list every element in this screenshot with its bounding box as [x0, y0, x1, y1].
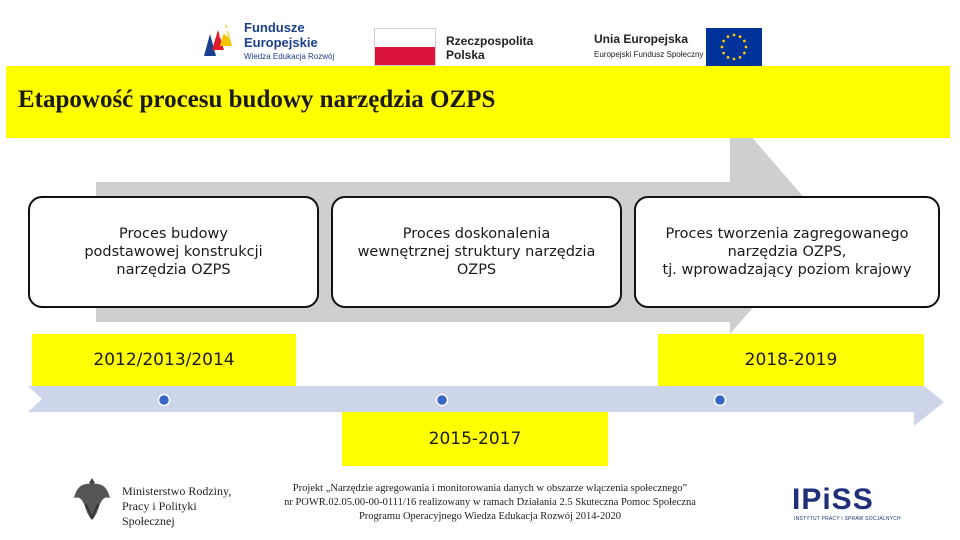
rp-line2: Polska [446, 48, 485, 62]
ue-sub: Europejski Fundusz Społeczny [594, 50, 704, 59]
eu-star [743, 52, 746, 55]
process-box-3: Proces tworzenia zagregowanego narzędzia OZPS, tj. wprowadzający poziom krajowy [634, 196, 940, 308]
eu-star [733, 34, 736, 37]
eu-star [745, 46, 748, 49]
page-title: Etapowość procesu budowy narzędzia OZPS [18, 86, 496, 113]
eu-star [743, 40, 746, 43]
eu-star [739, 35, 742, 38]
rp-line1: Rzeczpospolita [446, 34, 534, 48]
fe-star-icon [200, 20, 234, 60]
ue-title: Unia Europejska [594, 32, 689, 46]
eu-star [722, 52, 725, 55]
unia-europejska-logo [594, 28, 764, 68]
project-info: Projekt „Narzędzie agregowania i monitorowania danych w obszarze włączenia społecznego” nr POWR.02.05.00-00-0111/16 realizowany w ramach Działania 2.5 Skuteczna Pomoc Społeczna Programu Operacyjnego Wiedza Edukacja Rozwój 2014-2020 [284, 483, 696, 522]
timeline-dot-3 [715, 395, 726, 406]
timeline-dot-2 [437, 395, 448, 406]
eu-star [727, 35, 730, 38]
ipiss-sub: INSTYTUT PRACY I SPRAW SOCJALNYCH [794, 516, 901, 522]
poland-flag-icon [374, 28, 436, 66]
year-label-2: 2015-2017 [342, 412, 608, 466]
ipiss-logo [792, 483, 901, 526]
rzeczpospolita-logo [374, 28, 554, 68]
ministry-logo [72, 474, 242, 526]
eu-star [721, 46, 724, 49]
timeline-dot-1 [159, 395, 170, 406]
ministry-name: Ministerstwo Rodziny, Pracy i Polityki Społecznej [122, 484, 232, 528]
eu-flag-icon [706, 28, 762, 66]
eagle-icon [72, 474, 112, 524]
eu-star [727, 56, 730, 59]
eu-star [739, 56, 742, 59]
year-label-1: 2012/2013/2014 [32, 334, 296, 386]
year-label-3: 2018-2019 [658, 334, 924, 386]
eu-star [722, 40, 725, 43]
ipiss-text: IPiSS [792, 483, 874, 516]
process-box-1: Proces budowy podstawowej konstrukcji narzędzia OZPS [28, 196, 319, 308]
fe-line2: Europejskie [244, 35, 318, 50]
fe-sub: Wiedza Edukacja Rozwój [244, 52, 335, 61]
fe-line1: Fundusze [244, 20, 305, 35]
eu-star [733, 58, 736, 61]
process-box-2: Proces doskonalenia wewnętrznej struktury narzędzia OZPS [331, 196, 622, 308]
fundusze-europejskie-logo [200, 18, 350, 66]
